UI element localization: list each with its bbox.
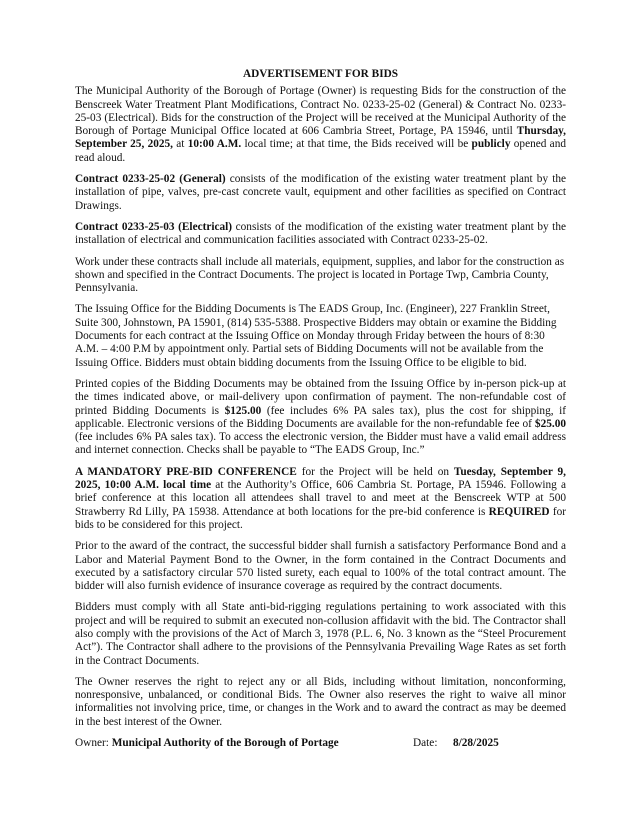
bond-paragraph: Prior to the award of the contract, the successful bidder shall furnish a satisfactory Performance Bond and a Labor and Material Payment Bond to the Owner, in the form contained in the Contract Documents and executed by a satisfactory circular 570 listed surety, each equal to 100% of the total contract amount. The bidder will also furnish evidence of insurance coverage as required by the contract documents.	[75, 540, 566, 593]
work-scope-paragraph: Work under these contracts shall include all materials, equipment, supplies, and labor for the construction as shown and specified in the Contract Documents. The project is located in Portage Twp, Cambria County, Pennsylvania.	[75, 255, 565, 295]
electrical-contract-label: Contract 0233-25-03 (Electrical)	[75, 220, 233, 233]
reservation-paragraph: The Owner reserves the right to reject any or all Bids, including without limitation, nonconforming, nonresponsive, unbalanced, or conditional Bids. The Owner also reserves the right to waive all minor informalities not involving price, time, or changes in the Work and to award the contract as may be deemed in the best interest of the Owner.	[75, 675, 566, 728]
pre-bid-conference-paragraph: A MANDATORY PRE-BID CONFERENCE for the Project will be held on Tuesday, September 9, 2025, 10:00 A.M. local time at the Authority’s Office, 606 Cambria St. Portage, PA 15946. Following a brief conference at this location all attendees shall travel to and meet at the Benscreek WTP at 500 Strawberry Rd Lilly, PA 15938. Attendance at both locations for the pre-bid conference is REQUIRED for bids to be considered for this project.	[75, 465, 566, 531]
owner-line: Owner: Municipal Authority of the Borough of Portage	[75, 737, 339, 750]
issuing-office-paragraph: The Issuing Office for the Bidding Documents is The EADS Group, Inc. (Engineer), 227 Franklin Street, Suite 300, Johnstown, PA 15901, (814) 535-5388. Prospective Bidders may obtain or examine the Bidding Documents for each contract at the Issuing Office on Monday through Friday between the hours of 8:30 A.M. – 4:00 P.M by appointment only. Partial sets of Bidding Documents will not be available from the Issuing Office. Bidders must obtain bidding documents from the Issuing Office to be eligible to bid.	[75, 303, 557, 369]
general-contract-label: Contract 0233-25-02 (General)	[75, 173, 226, 186]
required-emphasis: REQUIRED	[488, 505, 550, 518]
electronic-cost: $25.00	[534, 417, 566, 430]
printed-copies-paragraph: Printed copies of the Bidding Documents may be obtained from the Issuing Office by in-person pick-up at the times indicated above, or mail-delivery upon confirmation of payment. The non-refundable cost of printed Bidding Documents is $125.00 (fee includes 6% PA sales tax), plus the cost for shipping, if applicable. Electronic versions of the Bidding Documents are available for the non-refundable fee of $25.00 (fee includes 6% PA sales tax). To access the electronic version, the Bidder must have a valid email address and internet connection. Checks shall be payable to “The EADS Group, Inc.”	[75, 377, 566, 457]
intro-paragraph: The Municipal Authority of the Borough of Portage (Owner) is requesting Bids for the construction of the Benscreek Water Treatment Plant Modifications, Contract No. 0233-25-02 (General) & Contract No. 0233-25-03 (Electrical). Bids for the construction of the Project will be received at the Municipal Authority of the Borough of Portage Municipal Office located at 606 Cambria Street, Portage, PA 15946, until Thursday, September 25, 2025, at 10:00 A.M. local time; at that time, the Bids received will be publicly opened and read aloud.	[75, 85, 566, 164]
bid-due-time: 10:00 A.M.	[187, 138, 242, 151]
publicly-emphasis: publicly	[471, 138, 511, 151]
electrical-contract-paragraph: Contract 0233-25-03 (Electrical) consists of the modification of the existing water treatment plant by the installation of electrical and communication facilities associated with Contract 0233-25-02.	[75, 220, 566, 247]
printed-cost: $125.00	[224, 404, 262, 417]
bid-due-date: Thursday, September 25, 2025,	[75, 125, 566, 151]
compliance-paragraph: Bidders must comply with all State anti-bid-rigging regulations pertaining to work associated with this project and will be required to submit an executed non-collusion affidavit with the bid. The Contractor shall also comply with the provisions of the Act of March 3, 1978 (P.L. 6, No. 3 known as the “Steel Procurement Act”). The Contractor shall adhere to the provisions of the Pennsylvania Prevailing Wage Rates as set forth in the Contract Documents.	[75, 601, 566, 667]
document-title: ADVERTISEMENT FOR BIDS	[242, 68, 399, 80]
general-contract-paragraph: Contract 0233-25-02 (General) consists of the modification of the existing water treatment plant by the installation of pipe, valves, pre-cast concrete vault, equipment and other facilities as specified on Contract Drawings.	[75, 173, 566, 212]
pre-bid-heading: A MANDATORY PRE-BID CONFERENCE	[75, 465, 297, 478]
owner-name: Municipal Authority of the Borough of Portage	[111, 737, 339, 750]
signature-footer	[75, 737, 566, 751]
pre-bid-date: Tuesday, September 9, 2025, 10:00 A.M. local time	[75, 465, 566, 492]
date-value: 8/28/2025	[453, 737, 499, 750]
date-label: Date:	[413, 737, 438, 750]
